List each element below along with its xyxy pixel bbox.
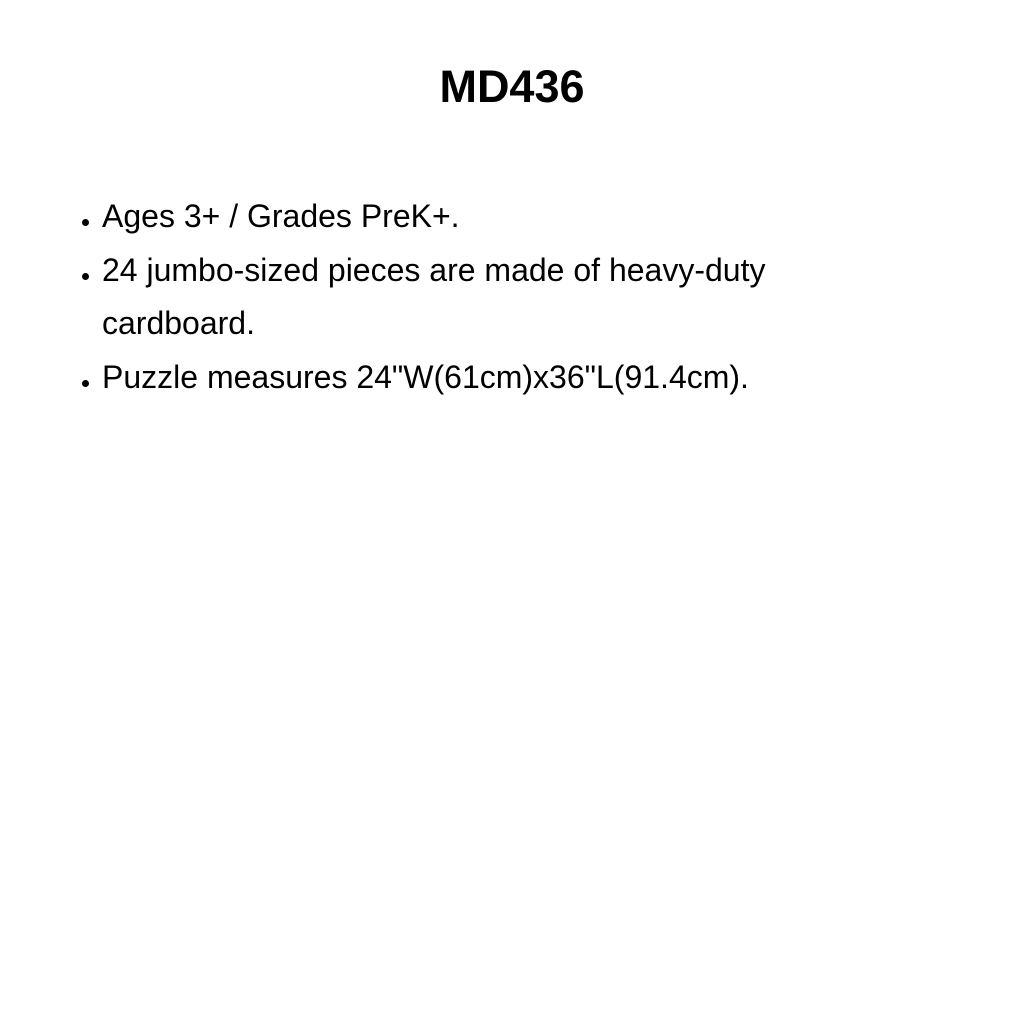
bullet-text-measurements: Puzzle measures 24"W(61cm)x36"L(91.4cm). <box>102 359 749 395</box>
list-item <box>82 190 894 243</box>
bullet-dot-icon <box>82 219 89 226</box>
bullet-dot-icon <box>82 273 89 280</box>
page-title: MD436 <box>439 61 585 112</box>
list-item <box>82 244 894 350</box>
bullet-list <box>82 190 894 405</box>
bullet-text-pieces: 24 jumbo-sized pieces are made of heavy-duty cardboard. <box>102 252 766 341</box>
bullet-dot-icon <box>82 380 89 387</box>
bullet-text-ages: Ages 3+ / Grades PreK+. <box>102 198 460 234</box>
list-item <box>82 351 894 404</box>
